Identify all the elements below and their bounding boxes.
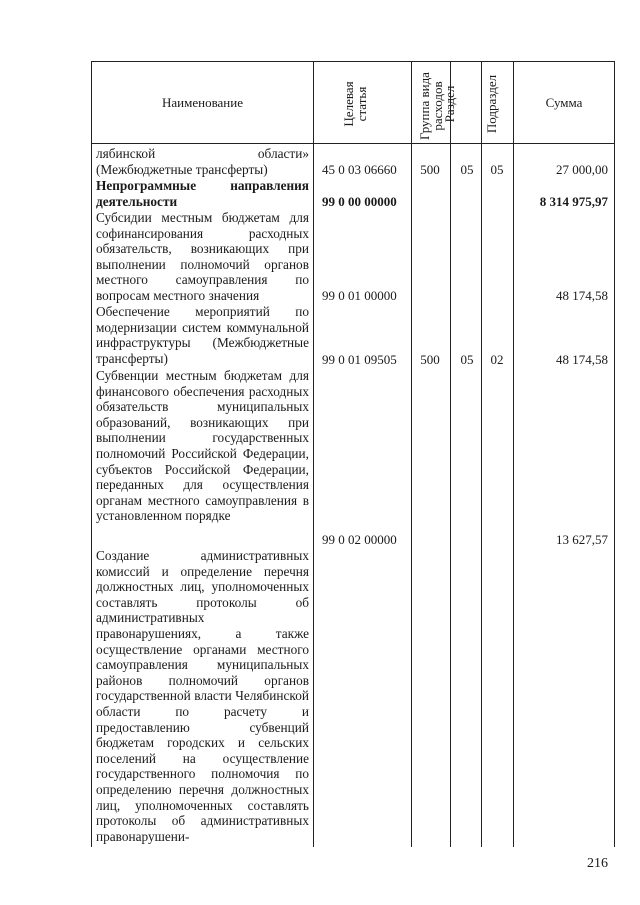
row-section: 05 <box>460 162 474 177</box>
row-code: 99 0 01 00000 <box>322 288 397 303</box>
row-code: 45 0 03 06660 <box>322 162 397 177</box>
header-group: Группа вида расходов <box>417 72 445 140</box>
column-divider <box>411 61 412 847</box>
column-divider <box>481 61 482 847</box>
page-number: 216 <box>587 856 608 871</box>
row-name: Субсидии местным бюджетам для софинансирования расходных обязательств, возникающих при выполнении полномочий органов местного самоуправления по вопросам местного значения <box>96 210 309 303</box>
row-subsection: 02 <box>490 352 504 367</box>
header-code: Целевая статья <box>341 81 369 127</box>
table-row <box>96 548 309 844</box>
header-subsection: Подраздел <box>484 74 499 134</box>
row-section: 05 <box>460 352 474 367</box>
row-sum: 8 314 975,97 <box>539 194 608 209</box>
row-sum: 48 174,58 <box>556 288 608 303</box>
row-group: 500 <box>420 352 440 367</box>
row-name: Непрограммные направления деятельности <box>96 178 309 209</box>
table-row <box>96 210 309 304</box>
row-code: 99 0 01 09505 <box>322 352 397 367</box>
header-section: Раздел <box>442 85 457 123</box>
column-divider <box>313 61 314 847</box>
row-group: 500 <box>420 162 440 177</box>
column-divider <box>513 61 514 847</box>
table-row <box>96 368 309 524</box>
row-subsection: 05 <box>490 162 504 177</box>
header-sum: Сумма <box>545 94 583 110</box>
row-name: Субвенции местным бюджетам для финансового обеспечения расходных обязательств муниципальных образований, возникающих при выполнении государственных полномочий Российской Федерации, субъектов Российской Федерации, переданных для осуществления органам местного самоуправления в установленном порядке <box>96 368 309 524</box>
table-row <box>96 146 309 177</box>
table-row <box>96 304 309 366</box>
row-sum: 27 000,00 <box>556 162 608 177</box>
header-name: Наименование <box>162 94 243 110</box>
row-code: 99 0 02 00000 <box>322 532 397 547</box>
row-name: лябинской области» (Межбюджетные трансферты) <box>96 146 309 177</box>
table-row <box>96 178 309 209</box>
row-name: Обеспечение мероприятий по модернизации систем коммунальной инфраструктуры (Межбюджетные трансферты) <box>96 304 309 366</box>
row-sum: 48 174,58 <box>556 352 608 367</box>
row-sum: 13 627,57 <box>556 532 608 547</box>
row-name: Создание административных комиссий и определение перечня должностных лиц, уполномоченных составлять протоколы об административных правонарушениях, а также осуществление органами местного самоуправления муниципальных районов полномочий органов государственной власти Челябинской области по расчету и предоставлению субвенций бюджетам городских и сельских поселений на осуществление государственного полномочия по определению перечня должностных лиц, уполномоченных составлять протоколы об административных правонарушени- <box>96 548 309 844</box>
column-divider <box>450 61 451 847</box>
row-code: 99 0 00 00000 <box>322 194 397 209</box>
